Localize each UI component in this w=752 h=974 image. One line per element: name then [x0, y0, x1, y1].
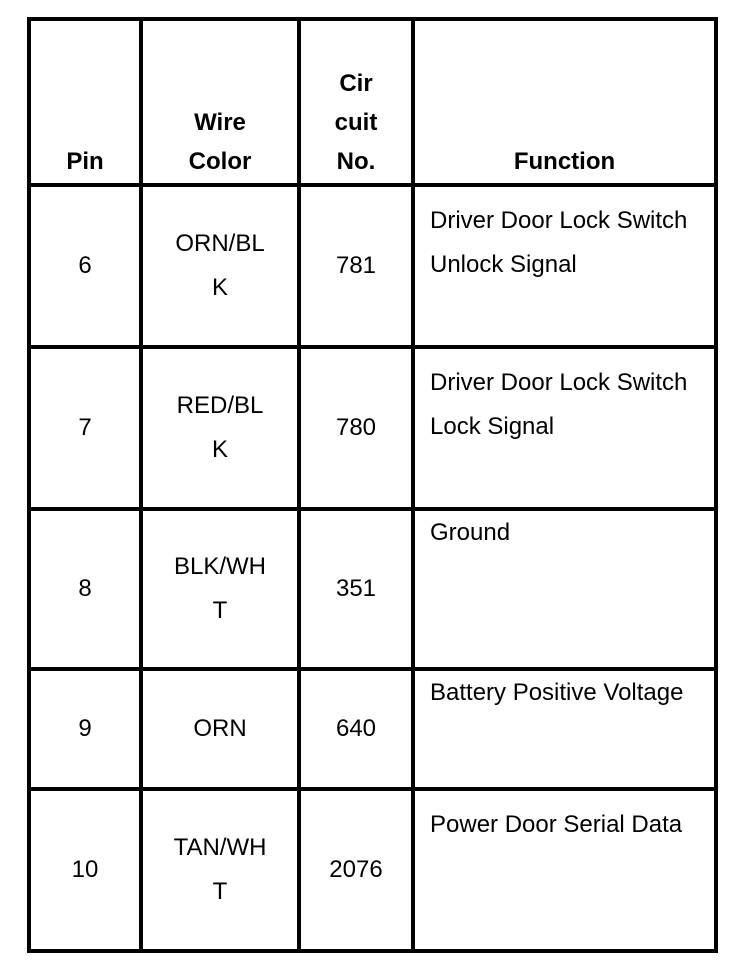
header-circuit-no: Cir cuit No. — [299, 19, 413, 185]
cell-wire-color: ORN — [141, 669, 299, 789]
table-row — [29, 185, 716, 347]
cell-wire-color: BLK/WHT — [141, 509, 299, 669]
cell-function: Power Door Serial Data — [413, 789, 716, 951]
header-wire-color: Wire Color — [141, 19, 299, 185]
cell-wire-color: ORN/BLK — [141, 185, 299, 347]
cell-circuit-no: 780 — [299, 347, 413, 509]
table-row — [29, 789, 716, 951]
cell-pin: 9 — [29, 669, 141, 789]
cell-pin: 7 — [29, 347, 141, 509]
cell-circuit-no: 2076 — [299, 789, 413, 951]
header-function: Function — [413, 19, 716, 185]
header-row — [29, 19, 716, 185]
cell-pin: 6 — [29, 185, 141, 347]
cell-circuit-no: 351 — [299, 509, 413, 669]
cell-wire-color: TAN/WHT — [141, 789, 299, 951]
cell-function: Driver Door Lock Switch Unlock Signal — [413, 185, 716, 347]
cell-function: Driver Door Lock Switch Lock Signal — [413, 347, 716, 509]
cell-circuit-no: 640 — [299, 669, 413, 789]
table-row — [29, 669, 716, 789]
cell-function: Battery Positive Voltage — [413, 669, 716, 789]
header-pin: Pin — [29, 19, 141, 185]
cell-pin: 8 — [29, 509, 141, 669]
cell-wire-color: RED/BLK — [141, 347, 299, 509]
table-row — [29, 509, 716, 669]
cell-pin: 10 — [29, 789, 141, 951]
table-row — [29, 347, 716, 509]
cell-function: Ground — [413, 509, 716, 669]
cell-circuit-no: 781 — [299, 185, 413, 347]
pinout-table — [27, 17, 718, 953]
